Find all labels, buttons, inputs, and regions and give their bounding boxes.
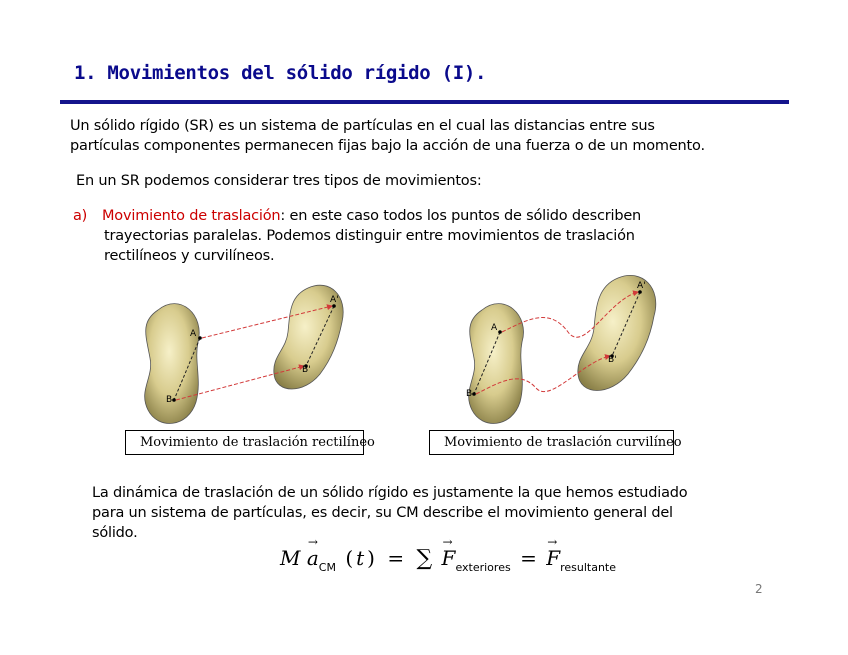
- formula-acceleration: → a: [307, 546, 319, 570]
- rectilinear-group: [145, 285, 344, 423]
- formula-equals-1: =: [387, 546, 405, 570]
- label-b-prime-left: B': [302, 365, 311, 375]
- item-a-line-3: rectilíneos y curvilíneos.: [104, 248, 275, 264]
- formula-force-ext-sub: exteriores: [455, 561, 511, 574]
- intro-line-2: partículas componentes permanecen fijas bajo la acción de una fuerza o de un momento.: [70, 138, 705, 154]
- formula-sum: ∑: [416, 546, 433, 571]
- label-b-prime-right: B': [608, 355, 617, 365]
- formula-time: t: [356, 546, 365, 570]
- formula-equals-2: =: [520, 546, 537, 570]
- label-a-left: A: [190, 329, 197, 339]
- right-body-final: [578, 275, 656, 390]
- page-title: 1. Movimientos del sólido rígido (I).: [74, 62, 487, 84]
- curvilinear-group: [466, 275, 656, 423]
- caption-rectilinear: Movimiento de traslación rectilíneo: [125, 430, 364, 455]
- label-b-right: B: [466, 389, 473, 399]
- page-number: 2: [755, 582, 763, 596]
- left-body-initial: [145, 304, 200, 424]
- intro-line-1: Un sólido rígido (SR) es un sistema de partículas en el cual las distancias entre sus: [70, 118, 655, 134]
- title-divider: [60, 100, 789, 104]
- formula-force-res: → F: [546, 546, 560, 570]
- newton-formula: $M \to a_{CM}$ ( t ) = ∑ → $F_{exteriores}$ = → $F_{resultante}$: [280, 546, 616, 574]
- item-a-line-1-rest: : en este caso todos los puntos de sólido describen: [280, 208, 642, 224]
- label-b-left: B: [166, 395, 173, 405]
- formula-mass: M: [280, 546, 301, 570]
- dynamics-line-2: para un sistema de partículas, es decir, su CM describe el movimiento general del: [92, 505, 673, 521]
- formula-force-ext: → F: [442, 546, 456, 570]
- item-a-marker: a): [73, 208, 88, 224]
- item-a-heading: Movimiento de traslación: [102, 208, 281, 224]
- item-a-line-1: [73, 206, 641, 226]
- caption-curvilinear: Movimiento de traslación curvilíneo: [429, 430, 674, 455]
- types-line: En un SR podemos considerar tres tipos de movimientos:: [76, 173, 482, 189]
- label-a-right: A: [491, 323, 498, 333]
- dynamics-line-1: La dinámica de traslación de un sólido rígido es justamente la que hemos estudiado: [92, 485, 688, 501]
- formula-acceleration-sub: CM: [318, 561, 336, 574]
- formula-force-res-sub: resultante: [560, 561, 616, 574]
- dynamics-line-3: sólido.: [92, 525, 138, 541]
- label-a-prime-left: A': [330, 295, 339, 305]
- right-body-initial: [469, 304, 524, 424]
- item-a-line-2: trayectorias paralelas. Podemos distinguir entre movimientos de traslación: [104, 228, 635, 244]
- label-a-prime-right: A': [637, 281, 646, 291]
